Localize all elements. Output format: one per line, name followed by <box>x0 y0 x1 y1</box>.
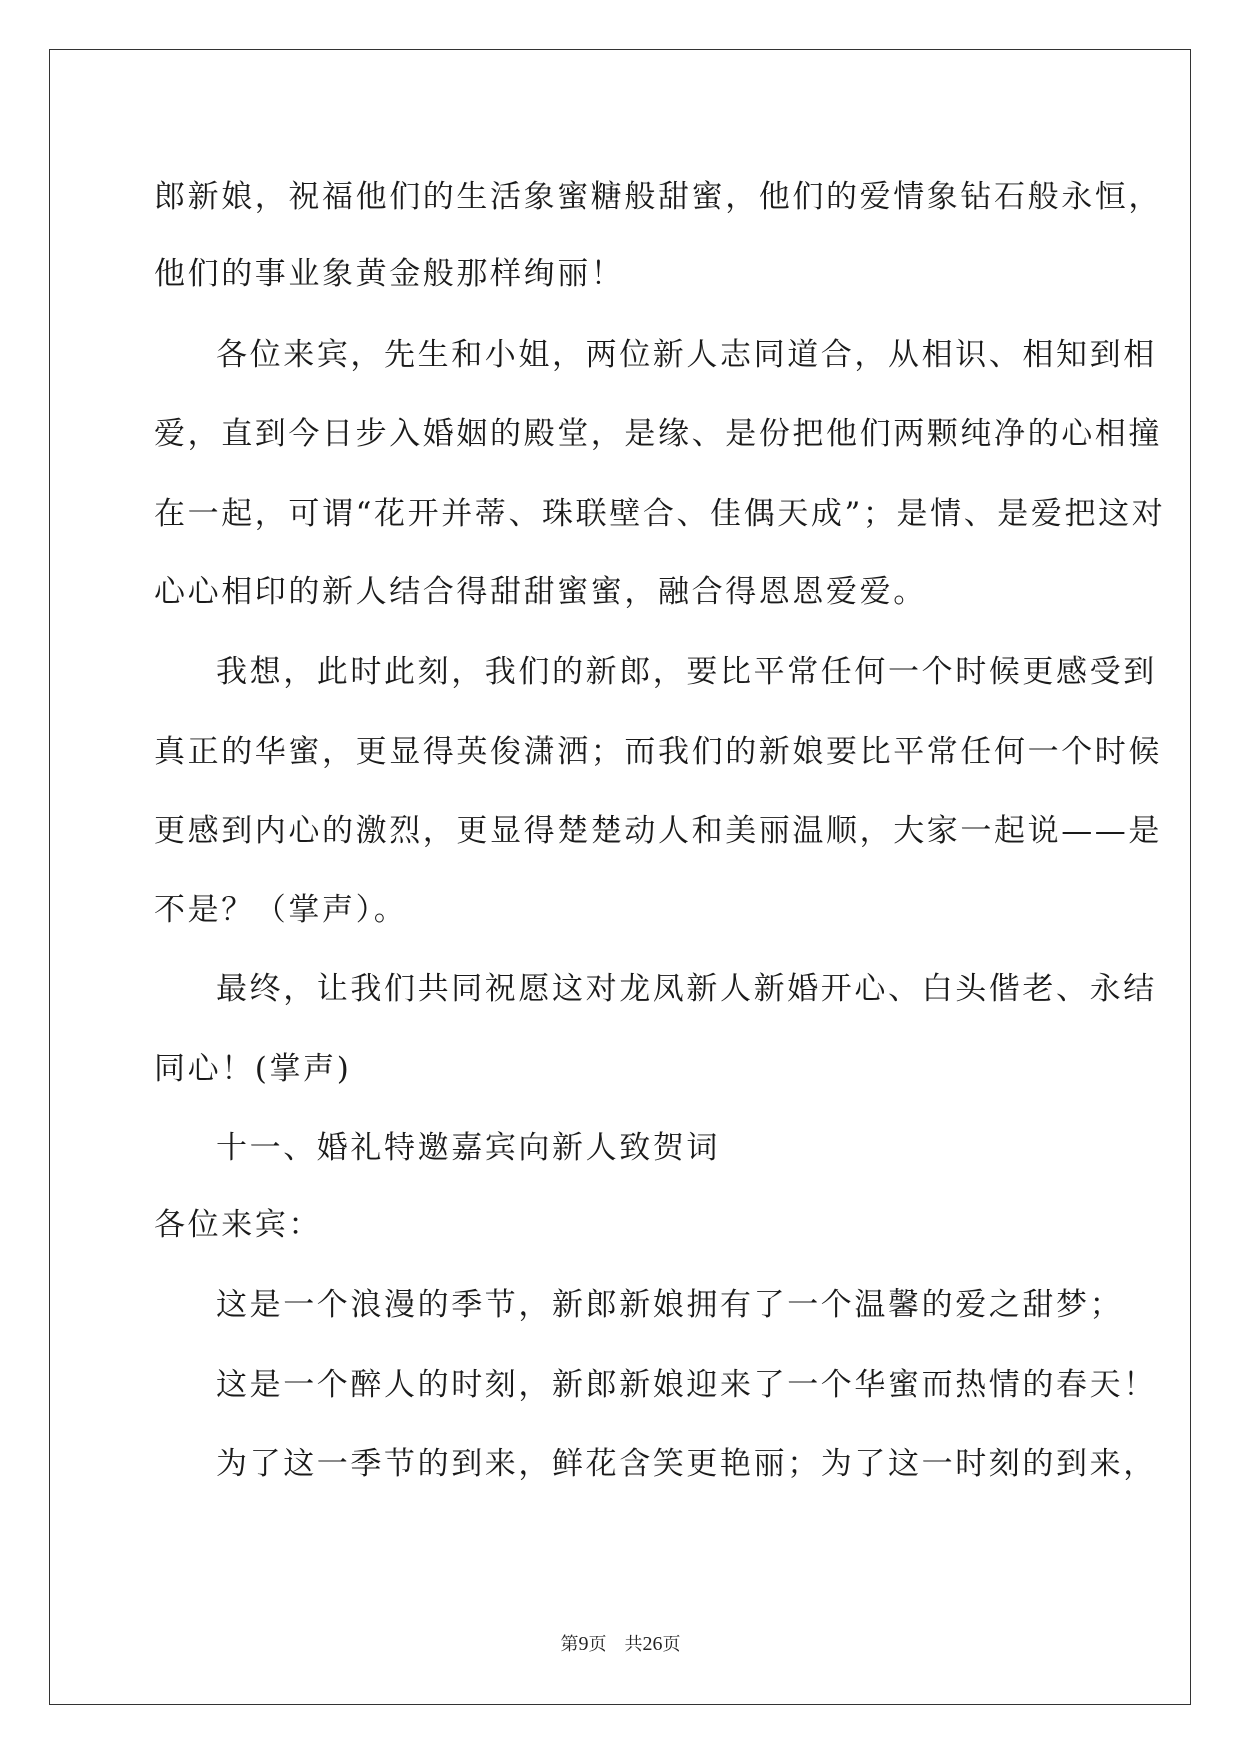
total-suffix: 页 <box>662 1634 681 1654</box>
paragraph-start-line: 这是一个醉人的时刻，新郎新娘迎来了一个华蜜而热情的春天！ <box>216 1367 1157 1403</box>
current-page-number: 9 <box>578 1633 589 1655</box>
body-text-line: 同心！(掌声) <box>154 1051 352 1087</box>
page-suffix: 页 <box>588 1634 607 1654</box>
paragraph-start-line: 我想，此时此刻，我们的新郎，要比平常任何一个时候更感受到 <box>216 654 1157 690</box>
section-heading: 十一、婚礼特邀嘉宾向新人致贺词 <box>216 1130 720 1166</box>
page-footer <box>0 1630 1241 1656</box>
total-prefix: 共 <box>624 1634 643 1654</box>
body-text-line: 心心相印的新人结合得甜甜蜜蜜，融合得恩恩爱爱。 <box>154 574 927 610</box>
paragraph-start-line: 最终，让我们共同祝愿这对龙凤新人新婚开心、白头偕老、永结 <box>216 971 1157 1007</box>
salutation-line: 各位来宾： <box>154 1207 322 1243</box>
paragraph-start-line: 为了这一季节的到来，鲜花含笑更艳丽；为了这一时刻的到来， <box>216 1446 1157 1482</box>
page-prefix: 第 <box>560 1634 579 1654</box>
body-text-line: 在一起，可谓“花开并蒂、珠联壁合、佳偶天成”；是情、是爱把这对 <box>154 496 1166 532</box>
body-text-line: 不是？（掌声）。 <box>154 892 408 928</box>
body-text-line: 郎新娘，祝福他们的生活象蜜糖般甜蜜，他们的爱情象钻石般永恒， <box>154 179 1162 215</box>
paragraph-start-line: 这是一个浪漫的季节，新郎新娘拥有了一个温馨的爱之甜梦； <box>216 1287 1124 1323</box>
paragraph-start-line: 各位来宾，先生和小姐，两位新人志同道合，从相识、相知到相 <box>216 337 1157 373</box>
total-page-count: 26 <box>642 1633 663 1655</box>
body-text-line: 真正的华蜜，更显得英俊潇洒；而我们的新娘要比平常任何一个时候 <box>154 734 1162 770</box>
body-text-line: 更感到内心的激烈，更显得楚楚动人和美丽温顺，大家一起说——是 <box>154 813 1162 849</box>
body-text-line: 他们的事业象黄金般那样绚丽！ <box>154 256 625 292</box>
body-text-line: 爱，直到今日步入婚姻的殿堂，是缘、是份把他们两颗纯净的心相撞 <box>154 416 1162 452</box>
